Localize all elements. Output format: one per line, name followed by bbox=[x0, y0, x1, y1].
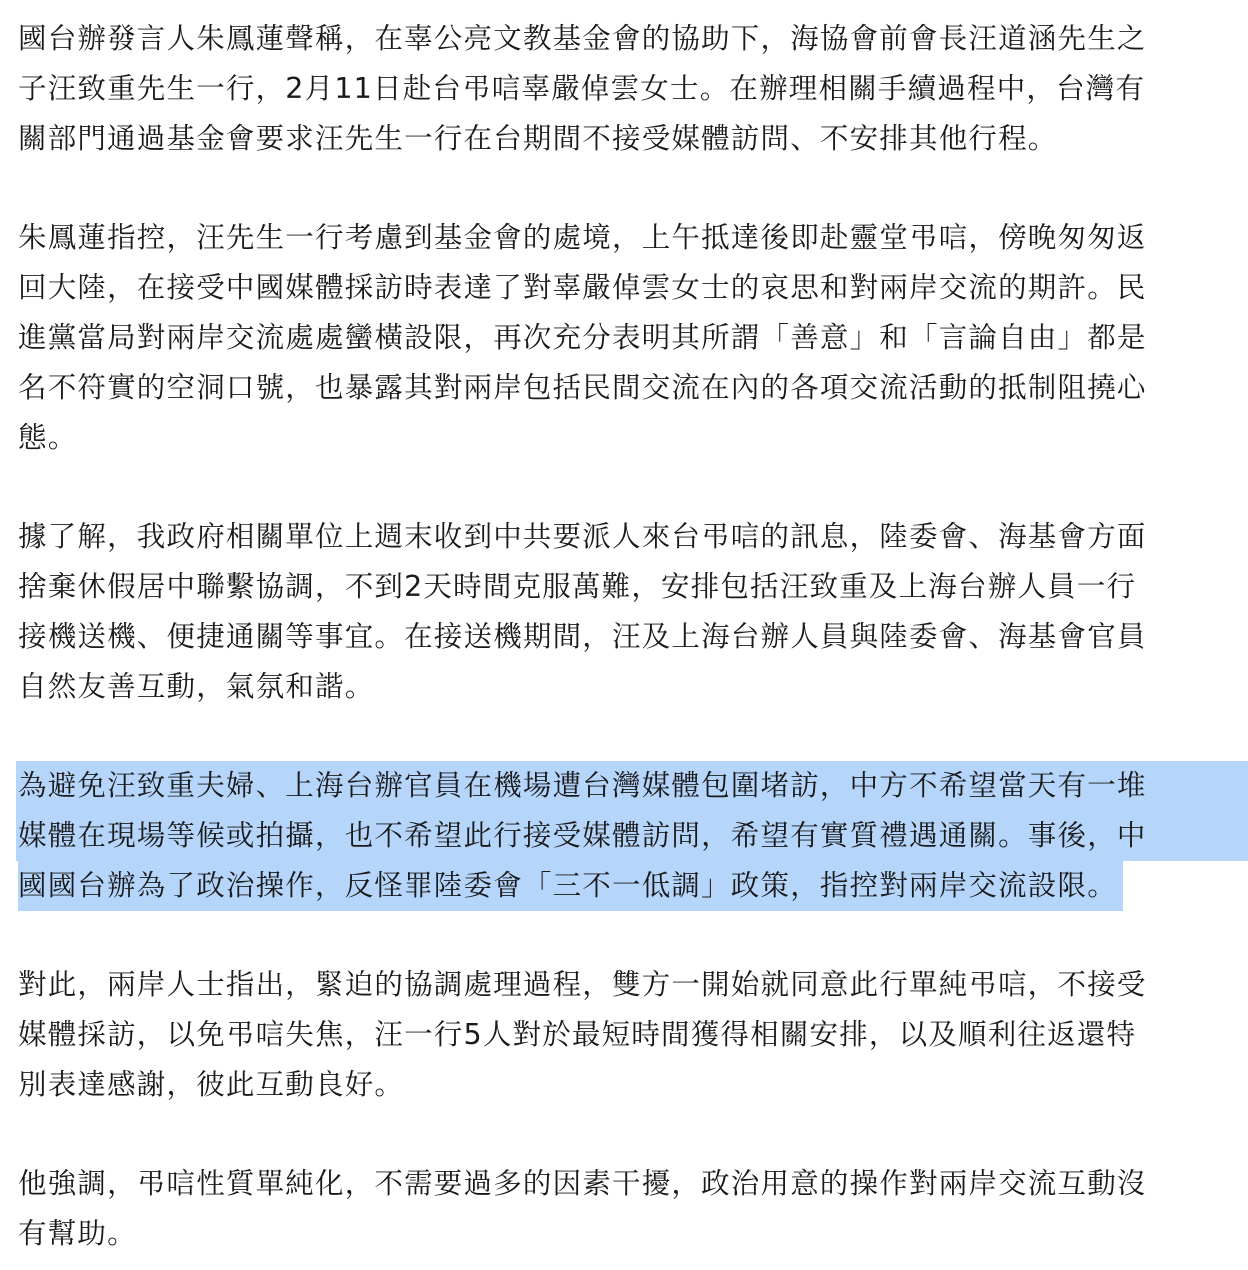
paragraph-line: 回大陸，在接受中國媒體採訪時表達了對辜嚴倬雲女士的哀思和對兩岸交流的期許。民 bbox=[18, 271, 1147, 304]
selected-text-line[interactable]: 媒體在現場等候或拍攝，也不希望此行接受媒體訪問，希望有實質禮遇通關。事後，中 bbox=[16, 811, 1248, 861]
paragraph-line: 子汪致重先生一行，2月11日赴台弔唁辜嚴倬雲女士。在辦理相關手續過程中，台灣有 bbox=[18, 72, 1146, 105]
paragraph-line: 媒體採訪，以免弔唁失焦，汪一行5人對於最短時間獲得相關安排，以及順利往返還特 bbox=[18, 1018, 1137, 1051]
paragraph-line: 自然友善互動，氣氛和諧。 bbox=[18, 670, 375, 703]
paragraph-line: 進黨當局對兩岸交流處處蠻橫設限，再次充分表明其所謂「善意」和「言論自由」都是 bbox=[18, 321, 1147, 354]
selected-text-line[interactable]: 為避免汪致重夫婦、上海台辦官員在機場遭台灣媒體包圍堵訪，中方不希望當天有一堆 bbox=[16, 761, 1248, 811]
paragraph-line: 據了解，我政府相關單位上週末收到中共要派人來台弔唁的訊息，陸委會、海基會方面 bbox=[18, 520, 1147, 553]
paragraph-6 bbox=[18, 1159, 1234, 1259]
paragraph-5 bbox=[18, 960, 1234, 1110]
paragraph-line: 名不符實的空洞口號，也暴露其對兩岸包括民間交流在內的各項交流活動的抵制阻撓心 bbox=[18, 371, 1147, 404]
paragraph-line: 有幫助。 bbox=[18, 1217, 137, 1250]
paragraph-line: 國台辦發言人朱鳳蓮聲稱，在辜公亮文教基金會的協助下，海協會前會長汪道涵先生之 bbox=[18, 22, 1147, 55]
paragraph-line: 捨棄休假居中聯繫協調，不到2天時間克服萬難，安排包括汪致重及上海台辦人員一行 bbox=[18, 570, 1137, 603]
paragraph-line: 接機送機、便捷通關等事宜。在接送機期間，汪及上海台辦人員與陸委會、海基會官員 bbox=[18, 620, 1147, 653]
selected-paragraph[interactable] bbox=[18, 761, 1234, 911]
paragraph-line: 態。 bbox=[18, 421, 78, 454]
paragraph-2 bbox=[18, 213, 1234, 463]
paragraph-line: 朱鳳蓮指控，汪先生一行考慮到基金會的處境，上午抵達後即赴靈堂弔唁，傍晚匆匆返 bbox=[18, 221, 1147, 254]
paragraph-line: 他強調，弔唁性質單純化，不需要過多的因素干擾，政治用意的操作對兩岸交流互動沒 bbox=[18, 1167, 1147, 1200]
paragraph-line: 對此，兩岸人士指出，緊迫的協調處理過程，雙方一開始就同意此行單純弔唁，不接受 bbox=[18, 968, 1147, 1001]
paragraph-line: 關部門通過基金會要求汪先生一行在台期間不接受媒體訪問、不安排其他行程。 bbox=[18, 122, 1058, 155]
selected-text-line[interactable]: 國國台辦為了政治操作，反怪罪陸委會「三不一低調」政策，指控對兩岸交流設限。 bbox=[18, 861, 1123, 911]
paragraph-line: 別表達感謝，彼此互動良好。 bbox=[18, 1068, 405, 1101]
paragraph-1 bbox=[18, 14, 1234, 164]
paragraph-3 bbox=[18, 512, 1234, 712]
